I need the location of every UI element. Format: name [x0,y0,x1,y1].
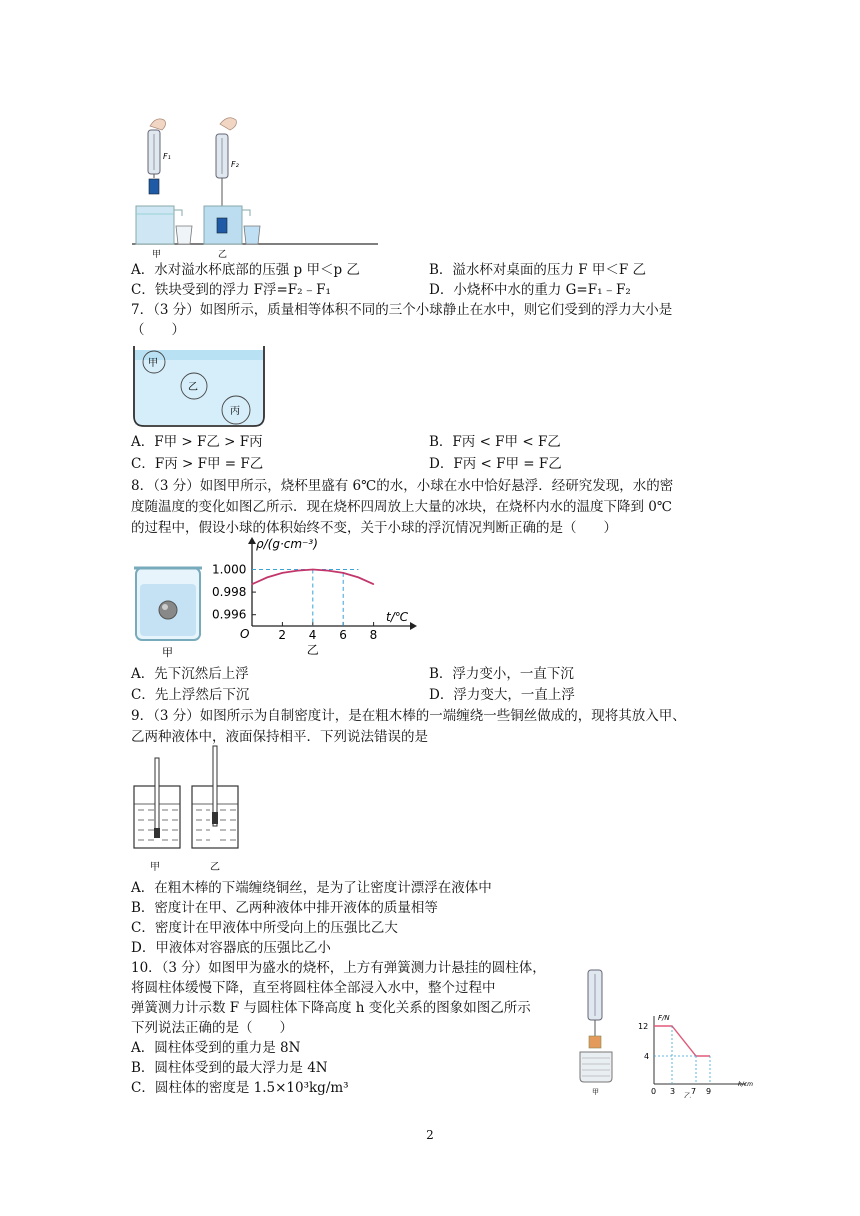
q10-option-b: B．圆柱体受到的最大浮力是 4N [131,1060,328,1076]
q8-stem-line1: 8．（3 分）如图甲所示，烧杯里盛有 6℃的水，小球在水中恰好悬浮．经研究发现，水的密 [131,478,674,494]
q9-option-c: C．密度计在甲液体中所受向上的压强比乙大 [131,920,398,936]
data-point [267,577,268,578]
q8-option-c: C．先上浮然后下沉 [131,687,250,703]
q8-option-b: B．浮力变小，一直下沉 [429,666,574,682]
density-chart [206,532,426,660]
q9-stem-line2: 乙两种液体中，液面保持相平．下列说法错误的是 [131,729,428,745]
data-point [297,570,298,571]
q10-graph [634,1012,760,1098]
ball-jia: 甲 [148,358,158,369]
data-point [373,584,374,585]
data-point [251,584,252,585]
q6-figure [128,112,388,260]
q8-option-a: A．先下沉然后上浮 [131,666,249,682]
label-f2: F₂ [231,160,239,169]
q9-option-d: D．甲液体对容器底的压强比乙小 [131,940,331,956]
data-point [343,572,344,573]
cap-a: 甲 [152,250,162,260]
y-tick-label: 0.998 [212,585,247,600]
q10-xlabel: h/cm [738,1081,753,1088]
q10-ytick-4: 4 [644,1052,650,1061]
q7-option-d: D．F丙 < F甲 = F乙 [429,456,562,472]
q7-option-a: A．F甲 > F乙 > F丙 [131,434,263,450]
q9-cap-a: 甲 [150,862,160,873]
q8-option-d: D．浮力变大，一直上浮 [429,687,575,703]
cap-b: 乙 [218,250,228,260]
page-number: 2 [426,1128,434,1142]
ball-yi: 乙 [188,382,198,393]
y-axis-arrow [248,537,256,544]
q10-cap-a: 甲 [592,1088,599,1096]
q6-option-b: B．溢水杯对桌面的压力 F 甲＜F 乙 [429,262,647,278]
q7-stem-line2: （ ） [131,322,185,338]
q6-option-c: C．铁块受到的浮力 F浮=F₂﹣F₁ [131,282,331,298]
q10-stem-line3: 弹簧测力计示数 F 与圆柱体下降高度 h 变化关系的图象如图乙所示 [131,1000,531,1016]
x-tick-label: 8 [369,628,378,642]
q7-stem-line1: 7．（3 分）如图所示，质量相等体积不同的三个小球静止在水中，则它们受到的浮力大小是 [131,302,673,318]
q8-stem-line3: 的过程中，假设小球的体积始终不变，关于小球的浮沉情况判断正确的是（ ） [131,520,617,536]
origin-label: O [240,627,250,641]
q7-figure [128,336,268,430]
x-axis-label: t/℃ [386,610,409,624]
q10-ylabel: F/N [658,1014,670,1022]
q10-xtick-9: 9 [706,1087,712,1096]
q10-xtick-7: 7 [691,1087,697,1096]
label-f1: F₁ [163,152,171,161]
q6-option-a: A．水对溢水杯底部的压强 p 甲＜p 乙 [131,262,360,278]
ball-bing: 丙 [230,406,240,417]
q10-xtick-3: 3 [670,1087,676,1096]
data-point [312,569,313,570]
y-tick-label: 0.996 [212,607,247,622]
y-axis-label: ρ/(g·cm⁻³) [256,537,318,551]
data-point [358,577,359,578]
x-tick-label: 6 [339,628,347,642]
q9-option-b: B．密度计在甲、乙两种液体中排开液体的质量相等 [131,900,438,916]
q9-figure [128,744,248,876]
q10-xtick-0: 0 [651,1087,657,1096]
q7-option-c: C．F丙 > F甲 = F乙 [131,456,264,472]
chart-caption: 乙 [306,643,319,657]
q10-cap-b: 乙 [684,1092,691,1098]
q10-option-c: C．圆柱体的密度是 1.5×10³kg/m³ [131,1080,349,1096]
x-axis-arrow [410,622,417,630]
beaker-caption: 甲 [162,646,173,659]
q10-ytick-12: 12 [638,1022,649,1031]
q10-option-a: A．圆柱体受到的重力是 8N [131,1040,301,1056]
q10-stem-line2: 将圆柱体缓慢下降，直至将圆柱体全部浸入水中，整个过程中 [131,980,496,996]
q10-stem-line1: 10．（3 分）如图甲为盛水的烧杯，上方有弹簧测力计悬挂的圆柱体， [131,960,546,976]
q9-option-a: A．在粗木棒的下端缠绕铜丝，是为了让密度计漂浮在液体中 [131,880,492,896]
q9-cap-b: 乙 [210,862,220,873]
q7-option-b: B．F丙 < F甲 < F乙 [429,434,561,450]
y-tick-label: 1.000 [212,562,247,577]
q9-stem-line1: 9．（3 分）如图所示为自制密度计，是在粗木棒的一端缠绕一些铜丝做成的，现将其放入甲、 [131,708,686,724]
x-tick-label: 2 [278,628,287,642]
q10-stem-line4: 下列说法正确的是（ ） [131,1020,293,1036]
q8-beaker-figure [130,560,210,660]
x-tick-label: 4 [308,628,317,642]
data-point [327,570,328,571]
q10-apparatus [574,966,634,1098]
q6-option-d: D．小烧杯中水的重力 G=F₁﹣F₂ [429,282,631,298]
data-point [282,572,283,573]
q8-stem-line2: 度随温度的变化如图乙所示．现在烧杯四周放上大量的冰块，在烧杯内水的温度下降到 0℃ [131,499,672,515]
